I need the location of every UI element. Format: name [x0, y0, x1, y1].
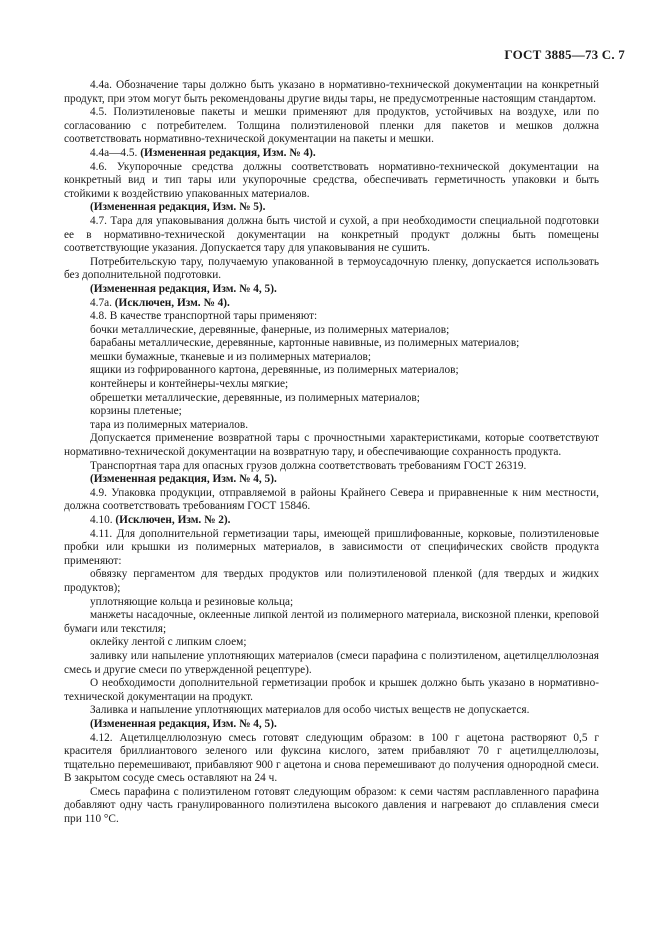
paragraph: [64, 324, 599, 338]
paragraph-text: барабаны металлические, деревянные, картонные навивные, из полимерных материалов;: [90, 337, 520, 350]
paragraph-text: корзины плетеные;: [90, 405, 182, 418]
paragraph-text: О необходимости дополнительной герметизации пробок и крышек должно быть указано в нормативно-технической документации на продукт.: [64, 677, 599, 703]
paragraph-text: 4.5. Полиэтиленовые пакеты и мешки применяют для продуктов, устойчивых на воздухе, или по согласованию с потребителем. Толщина полиэтиленовой пленки для пакетов и мешков должна соответствовать нормативно-технической документации на пакеты и мешки.: [64, 106, 599, 146]
paragraph-text: 4.4а. Обозначение тары должно быть указано в нормативно-технической документации на конкретный продукт, при этом могут быть рекомендованы другие виды тары, не предусмотренные настоящим стандартом.: [64, 79, 599, 105]
page-header: ГОСТ 3885—73 С. 7: [504, 47, 625, 62]
paragraph-text: Потребительскую тару, получаемую упакованной в термоусадочную пленку, допускается использовать без дополнительной подготовки.: [64, 255, 599, 282]
paragraph-text: 4.4а—4.5.: [90, 146, 138, 159]
paragraph-text: бочки металлические, деревянные, фанерные, из полимерных материалов;: [90, 323, 450, 336]
paragraph-text: (Измененная редакция, Изм. № 4, 5).: [90, 717, 277, 730]
paragraph-text: Допускается применение возвратной тары с прочностными характеристиками, которые соответствуют нормативно-технической документации на возвратную тару, и обеспечивающие сохранность продукта.: [64, 432, 599, 459]
paragraph: [64, 596, 599, 610]
paragraph-text: 4.7. Тара для упаковывания должна быть чистой и сухой, а при необходимости специальной подготовки ее в нормативно-технической документации на конкретный продукт должны быть помещены соответствующие указания. Допускается тару для упаковывания не сушить.: [64, 214, 599, 255]
paragraph: [64, 704, 599, 718]
paragraph-text: 4.8. В качестве транспортной тары применяют:: [90, 310, 318, 323]
paragraph: [64, 147, 599, 161]
paragraph: [64, 419, 599, 433]
paragraph-text: Транспортная тара для опасных грузов должна соответствовать требованиям ГОСТ 26319.: [90, 459, 527, 472]
paragraph-text: (Измененная редакция, Изм. № 4, 5).: [90, 473, 277, 486]
paragraph-text: 4.10.: [90, 514, 113, 526]
paragraph: [64, 568, 599, 595]
paragraph-text: тара из полимерных материалов.: [90, 418, 249, 431]
paragraph: [64, 161, 599, 202]
paragraph: [64, 636, 599, 650]
paragraph-text: 4.7а.: [90, 296, 112, 309]
paragraph: [64, 609, 599, 636]
paragraph-text: ящики из гофрированного картона, деревянные, из полимерных материалов;: [90, 364, 459, 377]
paragraph: [64, 677, 599, 704]
paragraph: [64, 460, 599, 474]
paragraph: [64, 337, 599, 351]
paragraph-text: 4.9. Упаковка продукции, отправляемой в районы Крайнего Севера и приравненные к ним местности, должна соответствовать требованиям ГОСТ 15846.: [64, 486, 599, 513]
paragraph-text: 4.11. Для дополнительной герметизации тары, имеющей пришлифованные, корковые, полиэтиленовые пробки или крышки из полимерных материалов, в зависимости от специфических свойств продукта применяют:: [64, 527, 599, 567]
paragraph: [64, 351, 599, 365]
paragraph: [64, 473, 599, 487]
paragraph-text: обрешетки металлические, деревянные, из полимерных материалов;: [90, 391, 420, 404]
document-body: [64, 79, 599, 827]
paragraph: [64, 528, 599, 569]
paragraph: [64, 786, 599, 827]
paragraph: [64, 514, 599, 528]
paragraph: [64, 432, 599, 459]
paragraph: [64, 283, 599, 297]
paragraph: [64, 650, 599, 677]
revision-note: (Измененная редакция, Изм. № 4).: [137, 146, 316, 159]
paragraph-text: 4.12. Ацетилцеллюлозную смесь готовят следующим образом: в 100 г ацетона растворяют 0,5 г красителя бриллиантового зеленого или фуксина кислого, затем прибавляют 70 г ацетилцеллюлозы, тщательно перемешивают, прибавляют 900 г ацетона и снова перемешивают до получения однородной смеси. В закрытом сосуде смесь оставляют на 24 ч.: [64, 731, 599, 785]
paragraph-text: Заливка и напыление уплотняющих материалов для особо чистых веществ не допускается.: [90, 704, 530, 717]
paragraph: [64, 79, 599, 106]
paragraph: [64, 201, 599, 215]
paragraph-text: (Измененная редакция, Изм. № 5).: [90, 201, 266, 214]
paragraph-text: (Измененная редакция, Изм. № 4, 5).: [90, 282, 277, 295]
paragraph: [64, 364, 599, 378]
paragraph-text: манжеты насадочные, оклеенные липкой лентой из полимерного материала, вискозной пленки, креповой бумаги или текстиля;: [64, 609, 599, 635]
paragraph: [64, 297, 599, 311]
revision-note: (Исключен, Изм. № 2).: [112, 514, 231, 526]
paragraph: [64, 106, 599, 147]
paragraph-text: оклейку лентой с липким слоем;: [90, 636, 247, 649]
paragraph-text: мешки бумажные, тканевые и из полимерных материалов;: [90, 350, 371, 363]
paragraph: [64, 215, 599, 256]
paragraph: [64, 392, 599, 406]
paragraph-text: контейнеры и контейнеры-чехлы мягкие;: [90, 378, 289, 391]
paragraph-text: Смесь парафина с полиэтиленом готовят следующим образом: к семи частям расплавленного парафина добавляют одну часть гранулированного полиэтилена высокого давления и нагревают до сплавления смеси при 110 °С.: [64, 785, 599, 826]
paragraph-text: 4.6. Укупорочные средства должны соответствовать нормативно-технической документации на конкретный вид и тип тары или укупорочные средства, обеспечивать герметичность упаковки и быть стойкими к воздействию упакованных материалов.: [64, 160, 599, 200]
paragraph: [64, 256, 599, 283]
paragraph-text: обвязку пергаментом для твердых продуктов или полиэтиленовой пленкой (для твердых и жидких продуктов);: [64, 568, 599, 594]
revision-note: (Исключен, Изм. № 4).: [111, 296, 230, 309]
paragraph: [64, 487, 599, 514]
paragraph: [64, 732, 599, 786]
paragraph: [64, 378, 599, 392]
paragraph: [64, 718, 599, 732]
paragraph: [64, 405, 599, 419]
paragraph-text: заливку или напыление уплотняющих материалов (смеси парафина с полиэтиленом, ацетилцеллюлозная смесь и другие смеси по утвержденной рецептуре).: [64, 649, 599, 676]
paragraph-text: уплотняющие кольца и резиновые кольца;: [90, 595, 294, 608]
paragraph: [64, 310, 599, 324]
